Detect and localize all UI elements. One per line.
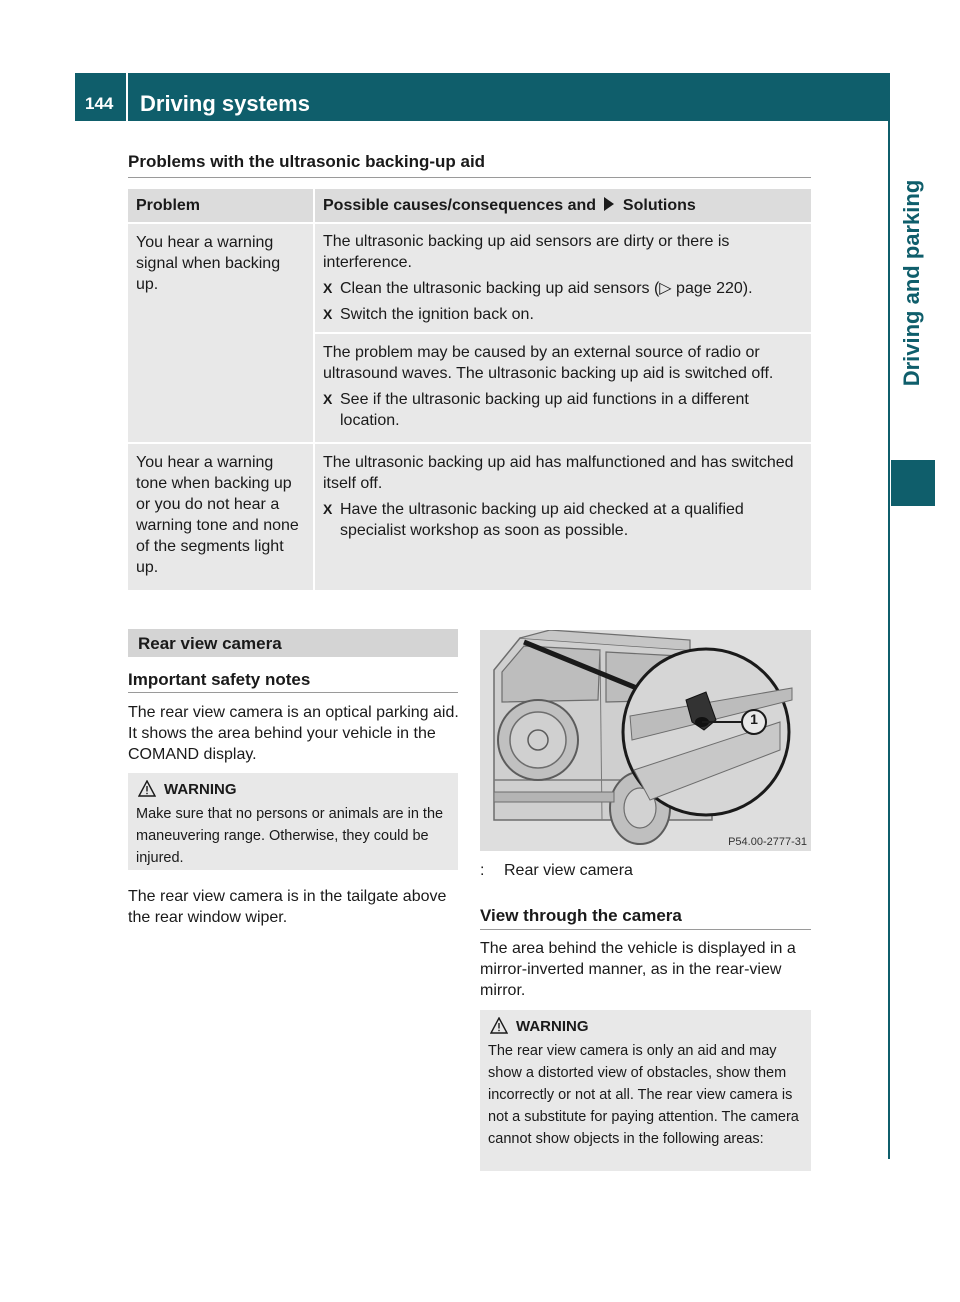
location-text: The rear view camera is in the tailgate above the rear window wiper. bbox=[128, 888, 447, 926]
side-tab-label: Driving and parking bbox=[899, 179, 924, 387]
step-1b-1: X See if the ultrasonic backing up aid functions in a different location. bbox=[323, 389, 805, 431]
callout-number: 1 bbox=[750, 711, 758, 727]
warning-text-1: Make sure that no persons or animals are in the maneuvering range. Otherwise, they could be injured. bbox=[136, 806, 444, 866]
warning-head-1 bbox=[164, 781, 450, 798]
solution-cell-1a bbox=[315, 224, 811, 332]
image-code: P54.00-2777-31 bbox=[728, 836, 807, 848]
section-title: Problems with the ultrasonic backing-up aid bbox=[128, 152, 486, 171]
warning-label-1: WARNING bbox=[164, 781, 237, 798]
problem-cell-1 bbox=[128, 224, 313, 442]
header-solutions bbox=[315, 189, 811, 222]
solution-cell-1b bbox=[315, 334, 811, 442]
problem-text-2: You hear a warning tone when backing up or you do not hear a warning tone and none of the segments light up. bbox=[136, 454, 299, 576]
view-rule bbox=[480, 929, 811, 930]
cause-text-2: The ultrasonic backing up aid has malfunctioned and has switched itself off. bbox=[323, 454, 794, 492]
warning-head-2 bbox=[516, 1018, 803, 1035]
section-rule bbox=[128, 177, 811, 178]
header-solutions-suffix: Solutions bbox=[622, 197, 696, 214]
view-text: The area behind the vehicle is displayed in a mirror-inverted manner, as in the rear-view mirror. bbox=[480, 940, 796, 999]
side-tab bbox=[888, 73, 936, 493]
warning-text-2: The rear view camera is only an aid and may show a distorted view of obstacles, show them incorrectly or not at all. The rear view camera is not a substitute for paying attention. The camera cannot show objects in the following areas: bbox=[488, 1043, 799, 1147]
warning-box-2 bbox=[480, 1010, 811, 1171]
side-tab-marker bbox=[891, 460, 935, 506]
problem-cell-2 bbox=[128, 444, 313, 590]
header-problem: Problem bbox=[128, 189, 313, 222]
intro-text: The rear view camera is an optical parking aid. It shows the area behind your vehicle in the COMAND display. bbox=[128, 704, 459, 763]
safety-heading: Important safety notes bbox=[128, 670, 311, 689]
chapter-title: Driving systems bbox=[140, 91, 310, 116]
step-1a-1: X Clean the ultrasonic backing up aid sensors (▷ page 220). bbox=[323, 278, 805, 299]
callout-symbol: : bbox=[480, 862, 485, 879]
header-divider bbox=[126, 73, 128, 121]
warning-icon bbox=[138, 780, 156, 797]
section-band: Rear view camera bbox=[128, 629, 458, 657]
cause-text-1a: The ultrasonic backing up aid sensors are dirty or there is interference. bbox=[323, 233, 730, 271]
callout-label: Rear view camera bbox=[504, 862, 633, 879]
header-solutions-prefix: Possible causes/consequences and bbox=[323, 197, 597, 214]
view-heading: View through the camera bbox=[480, 906, 682, 925]
camera-illustration bbox=[480, 630, 811, 851]
problem-text-1: You hear a warning signal when backing up. bbox=[136, 234, 281, 293]
vehicle-drawing bbox=[480, 630, 811, 851]
safety-rule bbox=[128, 692, 458, 693]
step-2-1: X Have the ultrasonic backing up aid checked at a qualified specialist workshop as soon as possible. bbox=[323, 499, 807, 541]
solution-cell-2 bbox=[315, 444, 811, 590]
callout-legend bbox=[480, 860, 811, 881]
arrow-icon bbox=[603, 197, 615, 211]
page-number: 144 bbox=[85, 94, 114, 113]
step-1a-2: X Switch the ignition back on. bbox=[323, 304, 805, 325]
warning-box-1 bbox=[128, 773, 458, 870]
warning-icon bbox=[490, 1017, 508, 1034]
warning-label-2: WARNING bbox=[516, 1018, 589, 1035]
cause-text-1b: The problem may be caused by an external source of radio or ultrasound waves. The ultrasonic backing up aid is switched off. bbox=[323, 344, 774, 382]
